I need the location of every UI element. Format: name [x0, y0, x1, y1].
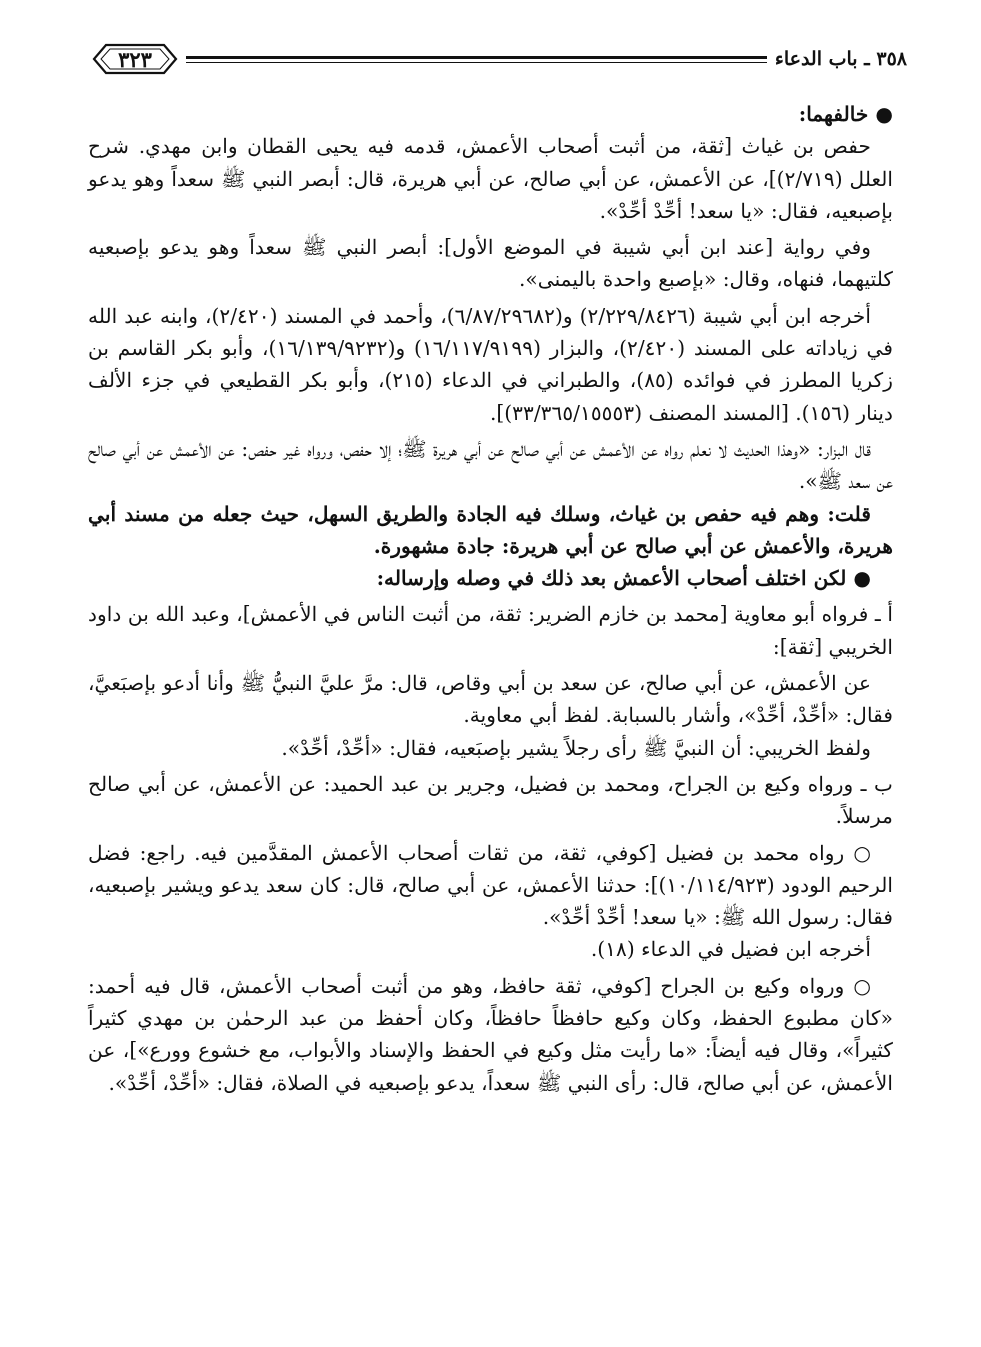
page-number: ٣٢٣	[118, 46, 152, 72]
paragraph: وفي رواية [عند ابن أبي شيبة في الموضع الأول]: أبصر النبي ﷺ سعداً وهو يدعو بإصبعيه كلتيهما، فنهاه، وقال: «بإصبع واحدة باليمنى».	[88, 235, 893, 292]
section-heading: ● لكن اختلف أصحاب الأعمش بعد ذلك في وصله وإرساله:	[376, 566, 871, 591]
page-number-ornament	[92, 42, 178, 76]
paragraph: ولفظ الخريبي: أن النبيَّ ﷺ رأى رجلاً يشير بإصبَعيه، فقال: «أحِّدْ، أحِّدْ».	[281, 735, 871, 760]
paragraph: ○ رواه محمد بن فضيل [كوفي، ثقة، من ثقات أصحاب الأعمش المقدَّمين فيه. راجع: فضل الرحيم الودود (١٠/١١٤/٩٢٣)]: حدثنا الأعمش، عن أبي صالح، قال: كان سعد يدعو ويشير بإصبعيه، فقال: رسول الله ﷺ: «يا سعد! أحِّدْ أحِّدْ».	[88, 840, 894, 930]
paragraph: ○ ورواه وكيع بن الجراح [كوفي، ثقة حافظ، وهو من أثبت أصحاب الأعمش، قال فيه أحمد: «كان مطبوع الحفظ، وكان وكيع حافظاً حافظاً، وكان أحفظ من عبد الرحمٰن بن مهدي كثيراً كثيراً»، وقال فيه أيضاً: «ما رأيت مثل وكيع في الحفظ والإسناد والأبواب، مع خشوع وورع»]، عن الأعمش، عن أبي صالح، قال: رأى النبي ﷺ سعداً، يدعو بإصبعيه في الصلاة، فقال: «أحِّدْ، أحِّدْ».	[88, 973, 893, 1095]
paragraph: أ ـ فرواه أبو معاوية [محمد بن خازم الضرير: ثقة، من أثبت الناس في الأعمش]، وعبد الله بن داود الخريبي [ثقة]:	[88, 602, 893, 659]
paragraph: ب ـ ورواه وكيع بن الجراح، ومحمد بن فضيل، وجرير بن عبد الحميد: عن الأعمش، عن أبي صالح مرسلاً.	[88, 771, 893, 829]
header-rule	[186, 56, 767, 63]
page-header	[92, 36, 907, 82]
paragraph: أخرجه ابن أبي شيبة (٢/٢٢٩/٨٤٢٦) و(٦/٨٧/٢٩٦٨٢)، وأحمد في المسند (٢/٤٢٠)، وابنه عبد الله في زياداته على المسند (٢/٤٢٠)، والبزار (١٦/١١٧/٩١٩٩) و(١٦/١٣٩/٩٢٣٢)، وأبو بكر القاسم بن زكريا المطرز في فوائده (٨٥)، والطبراني في الدعاء (٢١٥)، وأبو بكر القطيعي في جزء الألف دينار (١٥٦). [المسند المصنف (٣٣/٣٦٥/١٥٥٥٣)].	[88, 303, 893, 425]
paragraph: حفص بن غياث [ثقة، من أثبت أصحاب الأعمش، قدمه فيه يحيى القطان وابن مهدي. شرح العلل (٢/٧١٩)]، عن الأعمش، عن أبي صالح، عن أبي هريرة، قال: أبصر النبي ﷺ سعداً وهو يدعو بإصبعيه، فقال: «يا سعد! أحِّدْ أحِّدْ».	[88, 134, 893, 223]
paragraph: قلت: وهم فيه حفص بن غياث، وسلك فيه الجادة والطريق السهل، حيث جعله من مسند أبي هريرة، والأعمش عن أبي صالح عن أبي هريرة: جادة مشهورة.	[88, 501, 893, 558]
main-text	[88, 98, 893, 1099]
running-title: ٣٥٨ ـ باب الدعاء	[774, 48, 907, 70]
paragraph: أخرجه ابن فضيل في الدعاء (١٨).	[590, 937, 871, 962]
paragraph: عن الأعمش، عن أبي صالح، عن سعد بن أبي وقاص، قال: مرَّ عليَّ النبيُّ ﷺ وأنا أدعو بإصبَعيَّ، فقال: «أحِّدْ، أحِّدْ»، وأشار بالسبابة. لفظ أبي معاوية.	[88, 671, 893, 728]
section-heading: ● خالفهما:	[798, 102, 893, 126]
paragraph: قال البزار: «وهذا الحديث لا نعلم رواه عن الأعمش عن أبي صالح عن أبي هريرة ﷺ؛ إلا حفص، ورواه غير حفص: عن الأعمش عن أبي صالح عن سعد ﷺ».	[88, 436, 893, 494]
